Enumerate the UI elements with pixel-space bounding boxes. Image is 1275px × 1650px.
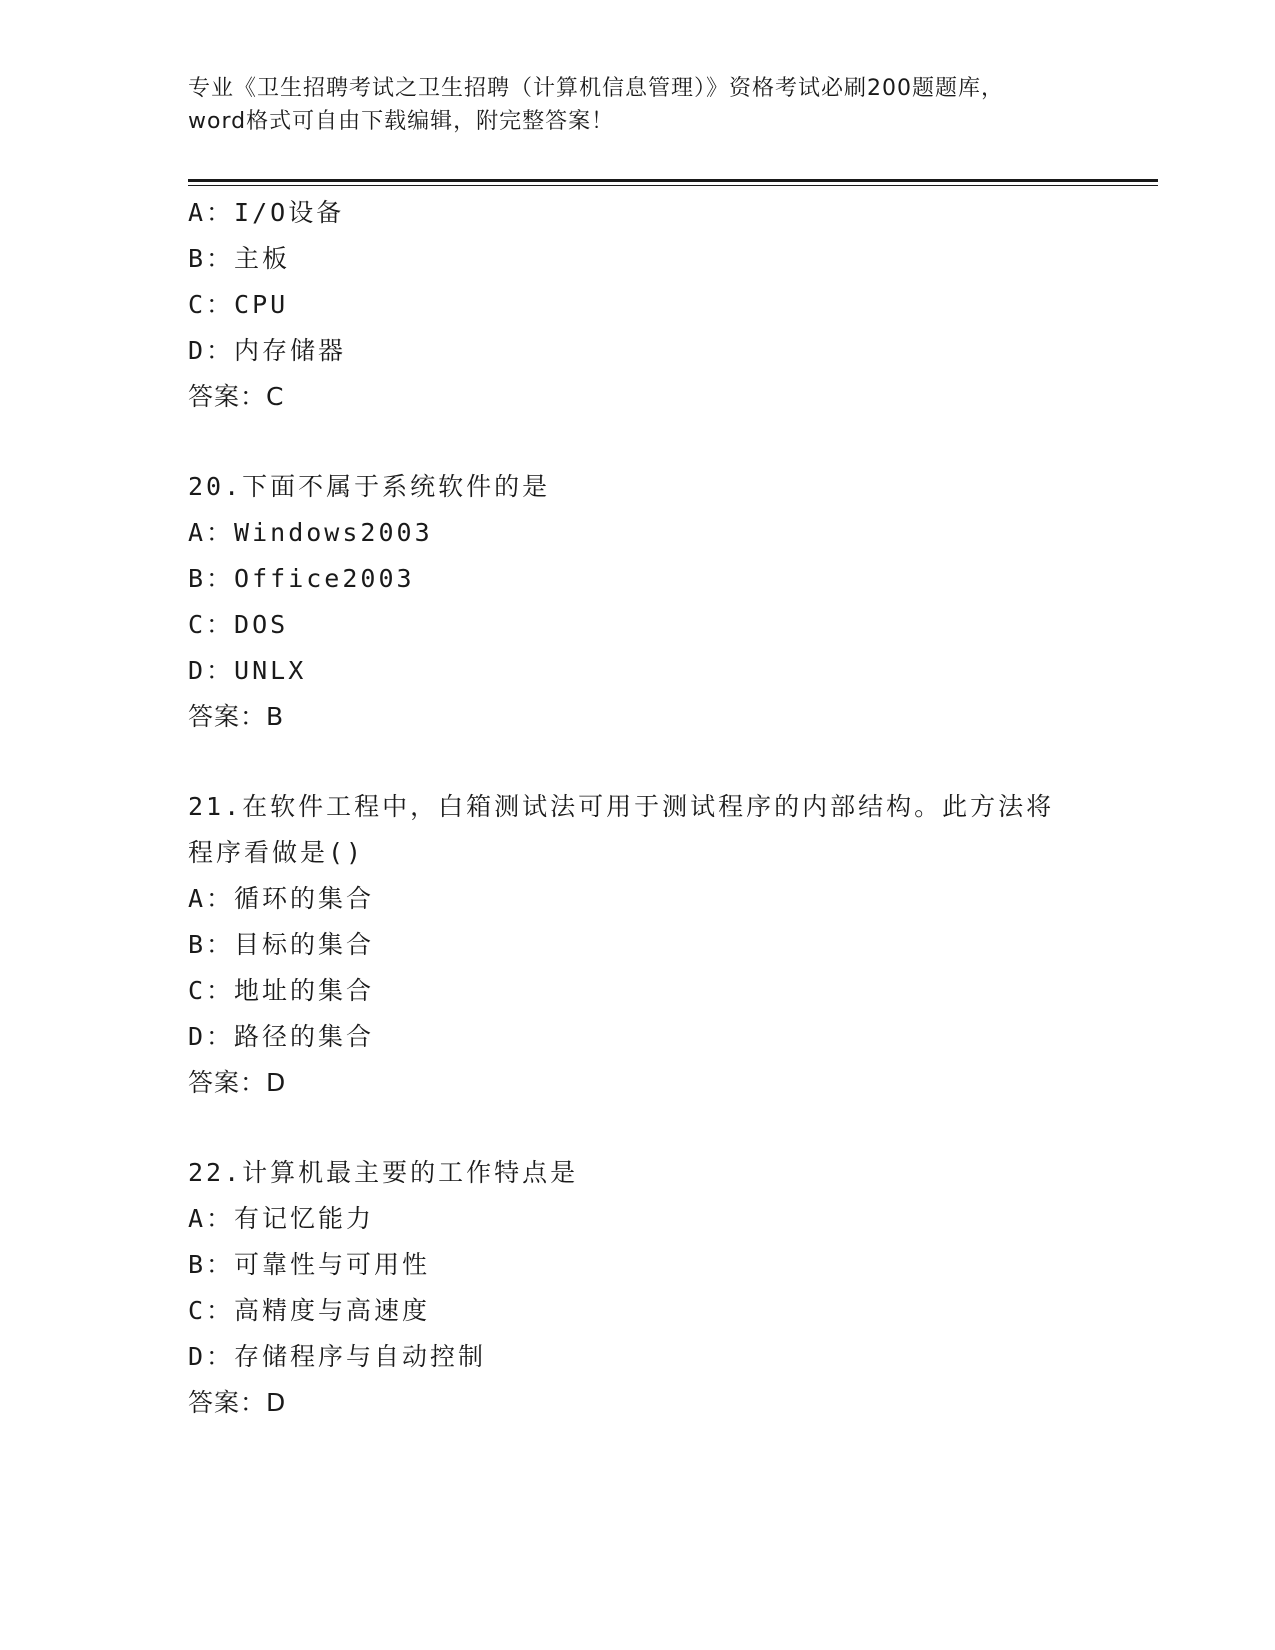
option-b: B：Office2003 xyxy=(188,564,415,593)
option-a: A：Windows2003 xyxy=(188,518,433,547)
document-header xyxy=(188,72,1088,138)
question-list xyxy=(188,190,1088,1426)
option-c: C：地址的集合 xyxy=(188,976,375,1005)
question-text: 20.下面不属于系统软件的是 xyxy=(188,472,551,501)
question-text: 21.在软件工程中，白箱测试法可用于测试程序的内部结构。此方法将 xyxy=(188,792,1055,821)
option-b: B：主板 xyxy=(188,244,291,273)
option-a: A：循环的集合 xyxy=(188,884,375,913)
header-line-1: 专业《卫生招聘考试之卫生招聘（计算机信息管理）》资格考试必刷200题题库， xyxy=(188,76,1004,101)
option-d: D：内存储器 xyxy=(188,336,347,365)
question-19-continued xyxy=(188,190,1088,420)
option-d: D：路径的集合 xyxy=(188,1022,375,1051)
answer: 答案：C xyxy=(188,382,285,411)
answer: 答案：D xyxy=(188,1388,287,1417)
question-text-continued: 程序看做是() xyxy=(188,838,365,867)
header-line-2: word格式可自由下载编辑，附完整答案！ xyxy=(188,109,615,134)
question-21 xyxy=(188,784,1088,1106)
header-divider-thin xyxy=(188,185,1158,186)
answer: 答案：B xyxy=(188,702,285,731)
option-c: C：CPU xyxy=(188,290,289,319)
answer: 答案：D xyxy=(188,1068,287,1097)
option-b: B：目标的集合 xyxy=(188,930,375,959)
option-a: A：有记忆能力 xyxy=(188,1204,375,1233)
option-a: A：I/O设备 xyxy=(188,198,345,227)
question-22 xyxy=(188,1150,1088,1426)
question-20 xyxy=(188,464,1088,740)
option-d: D：存储程序与自动控制 xyxy=(188,1342,487,1371)
option-d: D：UNLX xyxy=(188,656,307,685)
option-b: B：可靠性与可用性 xyxy=(188,1250,431,1279)
option-c: C：DOS xyxy=(188,610,289,639)
option-c: C：高精度与高速度 xyxy=(188,1296,431,1325)
header-divider-thick xyxy=(188,179,1158,182)
question-text: 22.计算机最主要的工作特点是 xyxy=(188,1158,579,1187)
